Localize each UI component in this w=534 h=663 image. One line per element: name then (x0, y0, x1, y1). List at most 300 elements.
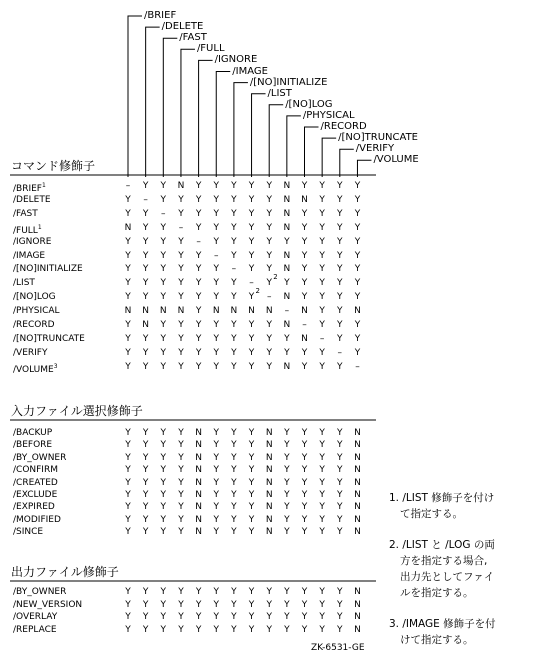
table-cell: Y (284, 514, 290, 525)
table-cell: Y (231, 428, 237, 438)
table-cell: Y (248, 181, 255, 191)
table-cell: Y (337, 452, 343, 463)
table-cell: N (354, 587, 361, 597)
table-cell: – (125, 181, 131, 191)
table-cell: Y (195, 587, 202, 597)
table-cell: Y (178, 440, 184, 451)
table-cell: Y (248, 236, 255, 247)
table-cell: N (283, 222, 291, 233)
table-cell: Y (125, 587, 131, 597)
table-cell: Y (337, 320, 343, 330)
table-cell: Y (125, 347, 131, 358)
table-cell: Y (319, 361, 325, 372)
table-cell: Y (248, 347, 255, 358)
table-cell: Y (284, 477, 290, 488)
table-cell: Y (125, 440, 131, 451)
table-cell: Y (337, 624, 343, 635)
table-cell: Y (195, 306, 202, 317)
leader-line (340, 149, 354, 177)
table-cell: Y (160, 465, 167, 476)
table-cell: Y (142, 440, 149, 451)
table-cell: Y (248, 320, 255, 330)
table-cell: N (177, 181, 185, 191)
table-cell: N (265, 514, 273, 525)
table-cell: – (302, 320, 307, 330)
table-cell: N (265, 465, 273, 476)
row-label-text: /BY_OWNER (13, 452, 67, 463)
table-cell: Y (337, 477, 343, 488)
table-cell: N (195, 527, 202, 538)
table-cell: Y (337, 333, 343, 344)
table-cell: Y (160, 292, 167, 303)
row-label (13, 347, 47, 359)
table-cell: Y (178, 320, 184, 330)
leader-line (322, 138, 336, 177)
table-cell: Y (319, 181, 325, 191)
table-cell: Y (160, 502, 167, 513)
row-label (13, 477, 58, 489)
table-cell: Y (213, 477, 219, 488)
row-label-text: /RECORD (13, 320, 55, 330)
table-cell: – (319, 333, 325, 344)
row-label-text: /IGNORE (13, 236, 52, 247)
table-cell: Y (319, 587, 325, 597)
table-cell: Y (142, 477, 149, 488)
table-cell: N (142, 320, 149, 330)
table-cell: Y (248, 292, 255, 303)
table-cell: N (283, 181, 291, 191)
table-cell: Y (125, 236, 131, 247)
table-cell: Y (284, 465, 290, 476)
table-cell: – (284, 306, 290, 317)
table-cell: N (142, 306, 149, 317)
footnote-line: 方を指定する場合, (400, 555, 488, 567)
section-title: 出力ファイル修飾子 (11, 565, 119, 579)
table-cell: Y (213, 502, 219, 513)
section-title: 入力ファイル選択修飾子 (11, 404, 143, 418)
table-cell: Y (160, 250, 167, 261)
table-cell: Y (142, 465, 149, 476)
table-cell: Y (301, 477, 308, 488)
table-cell: Y (354, 194, 361, 205)
table-cell: – (355, 361, 360, 372)
table-cell: Y (319, 490, 325, 500)
table-cell: Y (231, 181, 237, 191)
column-header: /FAST (179, 32, 207, 44)
table-cell: Y (337, 292, 343, 303)
row-label (13, 439, 52, 451)
row-label-text: /BRIEF (13, 184, 42, 194)
table-cell: Y (178, 208, 184, 219)
table-cell: N (195, 477, 202, 488)
table-cell: N (124, 306, 132, 317)
table-cell: Y (178, 624, 184, 635)
row-label-text: /IMAGE (13, 250, 46, 261)
table-cell: Y (231, 278, 237, 289)
table-cell: Y (142, 502, 149, 513)
table-cell: Y (284, 587, 290, 597)
table-cell: Y (231, 612, 237, 623)
table-cell: Y (195, 599, 202, 610)
table-cell: Y (160, 333, 167, 344)
table-cell: Y (195, 208, 202, 219)
table-cell: Y (284, 624, 290, 635)
table-cell: Y (125, 514, 131, 525)
table-cell: Y (125, 527, 131, 538)
table-cell: Y (213, 236, 219, 247)
table-cell: Y (125, 250, 131, 261)
column-header: /[NO]TRUNCATE (338, 132, 418, 144)
table-cell: Y (160, 347, 167, 358)
table-cell: Y (125, 477, 131, 488)
table-cell: Y (125, 264, 131, 275)
table-cell: Y (266, 333, 272, 344)
row-label-text: /NEW_VERSION (13, 599, 83, 610)
table-cell: N (195, 428, 202, 438)
column-header: /FULL (196, 43, 225, 55)
table-cell: Y (195, 278, 202, 289)
table-cell: N (283, 250, 291, 261)
row-label-text: /REPLACE (13, 624, 57, 635)
table-cell: Y (337, 428, 343, 438)
leader-line (199, 60, 213, 177)
table-cell: Y (301, 250, 308, 261)
table-cell: Y (301, 465, 308, 476)
table-cell: Y (301, 514, 308, 525)
table-cell: Y (266, 264, 272, 275)
table-cell: Y (319, 452, 325, 463)
table-cell: Y (248, 490, 255, 500)
table-cell: Y (337, 502, 343, 513)
table-cell: Y (319, 306, 325, 317)
table-cell: Y (125, 194, 131, 205)
table-cell: Y (248, 250, 255, 261)
table-cell: Y (160, 320, 167, 330)
table-cell: Y (125, 361, 131, 372)
table-cell: Y (213, 587, 219, 597)
table-cell: Y (248, 599, 255, 610)
table-cell: Y (266, 181, 272, 191)
table-cell: Y (248, 527, 255, 538)
table-cell: Y (178, 250, 184, 261)
row-label-text: /SINCE (13, 527, 44, 538)
table-cell: Y (231, 222, 237, 233)
row-label (13, 514, 61, 526)
table-cell: Y (319, 347, 325, 358)
table-cell: N (265, 477, 273, 488)
table-cell: Y (337, 250, 343, 261)
table-cell: – (266, 292, 272, 303)
table-cell: Y (319, 222, 325, 233)
column-header: /[NO]LOG (285, 98, 333, 110)
table-cell: N (283, 208, 291, 219)
table-cell: N (354, 514, 361, 525)
table-cell: Y (301, 527, 308, 538)
table-cell: Y (319, 264, 325, 275)
table-cell: Y (125, 208, 131, 219)
table-cell: Y (178, 612, 184, 623)
table-cell: Y (178, 599, 184, 610)
table-cell: Y (337, 278, 343, 289)
table-cell: Y (142, 624, 149, 635)
row-label-text: /DELETE (13, 194, 51, 205)
table-cell: N (283, 320, 291, 330)
table-cell: Y (337, 306, 343, 317)
table-cell: – (196, 236, 201, 247)
table-cell: Y (178, 278, 184, 289)
table-cell: Y (231, 599, 237, 610)
table-cell: – (214, 250, 219, 261)
table-cell: Y (160, 194, 167, 205)
table-cell: Y (354, 236, 361, 247)
table-cell: Y (337, 264, 343, 275)
row-label-text: /FAST (13, 208, 38, 219)
table-cell: Y (195, 612, 202, 623)
footnote-mark: 1 (37, 223, 42, 231)
table-cell: Y (142, 428, 149, 438)
table-cell: N (354, 428, 361, 438)
table-cell: Y (142, 236, 149, 247)
table-cell: Y (266, 587, 272, 597)
table-cell: Y (142, 264, 149, 275)
table-cell: Y (160, 477, 167, 488)
table-cell: Y (195, 181, 202, 191)
table-cell: Y (195, 624, 202, 635)
table-cell: Y (301, 278, 308, 289)
column-header: /LIST (267, 87, 292, 99)
row-label-text: /[NO]TRUNCATE (13, 333, 85, 344)
table-cell: Y (319, 527, 325, 538)
table-cell: Y (266, 236, 272, 247)
row-label-text: /EXCLUDE (13, 490, 58, 500)
table-cell: Y (301, 181, 308, 191)
column-header: /VERIFY (355, 143, 395, 155)
table-cell: Y (213, 514, 219, 525)
table-cell: Y (301, 347, 308, 358)
row-label-text: /BY_OWNER (13, 587, 67, 597)
row-label-text: /OVERLAY (13, 612, 58, 623)
table-cell: Y (142, 181, 149, 191)
table-cell: Y (284, 236, 290, 247)
table-cell: Y (337, 208, 343, 219)
table-cell: Y (319, 502, 325, 513)
table-cell: Y (337, 440, 343, 451)
table-cell: Y (248, 208, 255, 219)
table-cell: Y (354, 250, 361, 261)
table-cell: Y (301, 208, 308, 219)
table-cell: Y (213, 181, 219, 191)
table-cell: Y (266, 347, 272, 358)
table-cell: Y (142, 587, 149, 597)
table-cell: Y (337, 361, 343, 372)
table-cell: Y (160, 587, 167, 597)
table-cell: Y (231, 490, 237, 500)
row-label (13, 277, 35, 289)
leader-line (269, 105, 283, 177)
table-cell: Y (231, 440, 237, 451)
table-cell: Y (125, 452, 131, 463)
table-cell: Y (125, 465, 131, 476)
table-cell: Y (178, 236, 184, 247)
table-cell: N (283, 264, 291, 275)
table-cell: Y (213, 264, 219, 275)
table-cell: N (283, 292, 291, 303)
row-label (13, 489, 57, 501)
row-label-text: /FULL (13, 225, 38, 236)
table-cell: Y (231, 347, 237, 358)
table-cell: Y (337, 236, 343, 247)
table-cell: Y (301, 361, 308, 372)
table-cell: Y (354, 222, 361, 233)
table-cell: Y (301, 490, 308, 500)
leader-line (181, 49, 195, 177)
table-cell: Y (337, 599, 343, 610)
table-cell: Y (248, 612, 255, 623)
table-cell: Y (213, 624, 219, 635)
table-cell: Y (319, 320, 325, 330)
table-cell: N (265, 527, 273, 538)
row-label-text: /VOLUME (13, 364, 54, 375)
leader-line (305, 127, 319, 177)
table-cell: Y (266, 222, 272, 233)
table-cell: Y (213, 347, 219, 358)
footnote-line: けて指定する。 (400, 634, 474, 646)
table-cell: N (195, 490, 202, 500)
table-cell: Y (231, 452, 237, 463)
table-cell: Y (301, 502, 308, 513)
table-cell: Y (213, 452, 219, 463)
row-label (13, 208, 38, 220)
table-cell: – (161, 208, 166, 219)
table-cell: N (124, 222, 132, 233)
row-label-text: /PHYSICAL (13, 306, 60, 317)
footnote-line: ルを指定する。 (400, 587, 474, 599)
table-cell: Y (160, 624, 167, 635)
table-cell: Y (160, 236, 167, 247)
leader-line (252, 94, 266, 177)
table-cell: Y (337, 490, 343, 500)
table-cell: Y (142, 333, 149, 344)
table-cell: Y (213, 527, 219, 538)
table-cell: Y (248, 440, 255, 451)
row-label (13, 305, 60, 317)
table-cell: Y (337, 465, 343, 476)
table-cell: Y (319, 477, 325, 488)
table-cell: Y (354, 208, 361, 219)
leader-line (216, 72, 230, 178)
table-cell: Y (213, 440, 219, 451)
table-cell: Y (125, 624, 131, 635)
table-cell: Y (231, 194, 237, 205)
row-label-text: /CREATED (13, 477, 58, 488)
table-cell: Y (248, 264, 255, 275)
table-cell: Y (301, 440, 308, 451)
table-cell: Y (319, 599, 325, 610)
table-cell: Y (125, 292, 131, 303)
row-label-text: /[NO]LOG (13, 292, 56, 303)
table-cell: Y (213, 278, 219, 289)
table-cell: N (265, 452, 273, 463)
table-cell: Y (337, 587, 343, 597)
row-label-text: /BACKUP (13, 428, 53, 438)
table-cell: N (354, 477, 361, 488)
table-cell: Y (231, 587, 237, 597)
table-cell: N (354, 440, 361, 451)
row-label (13, 452, 66, 464)
table-cell: Y (142, 208, 149, 219)
row-label (13, 611, 57, 623)
column-header: /IMAGE (232, 65, 268, 77)
leader-line (128, 16, 142, 177)
table-cell: Y (142, 490, 149, 500)
table-cell: Y (142, 222, 149, 233)
table-cell: Y (337, 222, 343, 233)
table-cell: N (195, 452, 202, 463)
table-cell: N (354, 465, 361, 476)
table-cell: Y (248, 587, 255, 597)
table-cell: Y (142, 278, 149, 289)
table-cell: Y (213, 208, 219, 219)
footnote-line: 出力先としてファイ (400, 571, 495, 583)
table-cell: Y (248, 502, 255, 513)
table-cell: Y (213, 222, 219, 233)
column-header: /IGNORE (214, 54, 258, 66)
table-cell: Y (266, 250, 272, 261)
table-cell: Y (160, 452, 167, 463)
table-cell: Y (195, 292, 202, 303)
table-cell: N (283, 361, 291, 372)
table-cell: Y (284, 612, 290, 623)
table-cell: Y (319, 612, 325, 623)
table-cell: Y (319, 292, 325, 303)
table-cell: Y (319, 236, 325, 247)
table-cell: N (354, 624, 361, 635)
table-cell: N (301, 194, 308, 205)
footnote-line: て指定する。 (400, 508, 463, 520)
leader-line (357, 160, 371, 177)
table-cell: Y (284, 452, 290, 463)
table-cell: N (265, 490, 273, 500)
table-cell: N (265, 428, 273, 438)
table-cell: N (354, 599, 361, 610)
table-cell: Y (160, 514, 167, 525)
table-cell: N (265, 502, 273, 513)
table-cell: Y (178, 264, 184, 275)
table-cell: Y (301, 624, 308, 635)
table-cell: – (231, 264, 237, 275)
table-cell: N (265, 306, 273, 317)
row-label-text: /MODIFIED (13, 514, 61, 525)
table-cell: N (195, 502, 202, 513)
cell-footnote-mark: 2 (273, 273, 278, 282)
table-cell: Y (266, 624, 272, 635)
row-label (13, 263, 83, 275)
table-cell: Y (266, 599, 272, 610)
column-header: /[NO]INITIALIZE (249, 76, 328, 88)
table-cell: Y (319, 465, 325, 476)
table-cell: N (354, 612, 361, 623)
row-label-text: /[NO]INITIALIZE (13, 264, 83, 275)
footnote-mark: 1 (41, 182, 46, 189)
table-cell: N (248, 306, 255, 317)
table-cell: Y (125, 333, 131, 344)
table-cell: Y (284, 490, 290, 500)
table-cell: Y (301, 236, 308, 247)
table-cell: Y (195, 222, 202, 233)
footnote-line: 1. /LIST 修飾子を付け (389, 492, 495, 504)
table-cell: Y (195, 361, 202, 372)
table-cell: Y (337, 194, 343, 205)
